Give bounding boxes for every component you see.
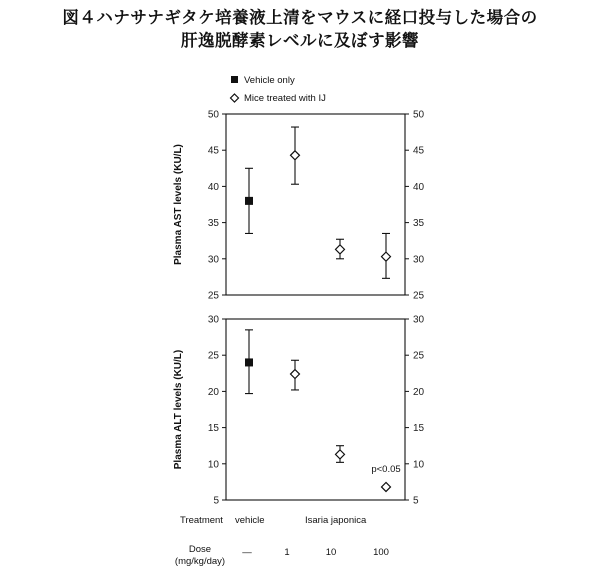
legend-vehicle-label: Vehicle only bbox=[244, 75, 295, 86]
alt-significance-note: p<0.05 bbox=[371, 463, 401, 475]
x-axis-labels bbox=[175, 515, 389, 567]
ast-point-treated bbox=[382, 252, 391, 261]
dose-vehicle: — bbox=[242, 547, 252, 558]
alt-y-axis-label: Plasma ALT levels (KU/L) bbox=[173, 349, 184, 470]
ast-left-tick-label: 40 bbox=[207, 181, 219, 193]
ast-right-tick-label: 30 bbox=[413, 254, 425, 266]
alt-right-tick-label: 5 bbox=[413, 495, 419, 507]
alt-left-tick-label: 10 bbox=[207, 459, 219, 471]
alt-left-tick-label: 5 bbox=[213, 495, 219, 507]
dose-10: 10 bbox=[325, 547, 337, 558]
ast-right-tick-label: 45 bbox=[413, 145, 425, 157]
ast-left-tick-label: 30 bbox=[207, 254, 219, 266]
alt-point-treated bbox=[382, 482, 391, 491]
vehicle-label: vehicle bbox=[235, 515, 265, 526]
alt-left-tick-label: 25 bbox=[207, 350, 219, 362]
alt-left-tick-label: 20 bbox=[207, 386, 219, 398]
figure-title-line2: 肝逸脱酵素レベルに及ぼす影響 bbox=[181, 31, 419, 50]
ast-point-treated bbox=[291, 151, 300, 160]
ast-left-tick-label: 35 bbox=[207, 218, 219, 230]
dose-100: 100 bbox=[373, 547, 389, 558]
alt-point-vehicle bbox=[245, 358, 253, 366]
ast-left-tick-label: 50 bbox=[207, 109, 219, 121]
alt-left-tick-label: 30 bbox=[207, 314, 219, 326]
dose-label-line1: Dose bbox=[188, 544, 212, 555]
alt-right-tick-label: 15 bbox=[413, 423, 425, 435]
ast-right-tick-label: 40 bbox=[413, 181, 425, 193]
ast-panel bbox=[173, 110, 425, 302]
dose-1: 1 bbox=[284, 547, 290, 558]
ast-left-tick-label: 45 bbox=[207, 145, 219, 157]
treatment-label: Treatment bbox=[180, 515, 223, 526]
alt-right-tick-label: 10 bbox=[413, 459, 425, 471]
legend-treated-label: Mice treated with IJ bbox=[244, 93, 326, 104]
figure-title-line1: 図４ハナサナギタケ培養液上清をマウスに経口投与した場合の bbox=[62, 8, 538, 27]
ast-point-vehicle bbox=[245, 197, 253, 205]
alt-point-treated bbox=[336, 450, 345, 459]
alt-right-tick-label: 25 bbox=[413, 350, 425, 362]
alt-point-treated bbox=[291, 370, 300, 379]
legend bbox=[231, 75, 327, 104]
dose-label-line2: (mg/kg/day) bbox=[174, 556, 226, 567]
alt-right-tick-label: 20 bbox=[413, 386, 425, 398]
alt-right-tick-label: 30 bbox=[413, 314, 425, 326]
legend-square-marker bbox=[231, 76, 238, 83]
ast-right-tick-label: 50 bbox=[413, 109, 425, 121]
ast-left-tick-label: 25 bbox=[207, 290, 219, 302]
ast-point-treated bbox=[336, 245, 345, 254]
alt-panel bbox=[173, 315, 425, 507]
ast-right-tick-label: 35 bbox=[413, 218, 425, 230]
agent-label: Isaria japonica bbox=[305, 515, 367, 526]
ast-right-tick-label: 25 bbox=[413, 290, 425, 302]
alt-left-tick-label: 15 bbox=[207, 423, 219, 435]
ast-y-axis-label: Plasma AST levels (KU/L) bbox=[173, 144, 184, 265]
legend-diamond-marker bbox=[231, 94, 239, 102]
